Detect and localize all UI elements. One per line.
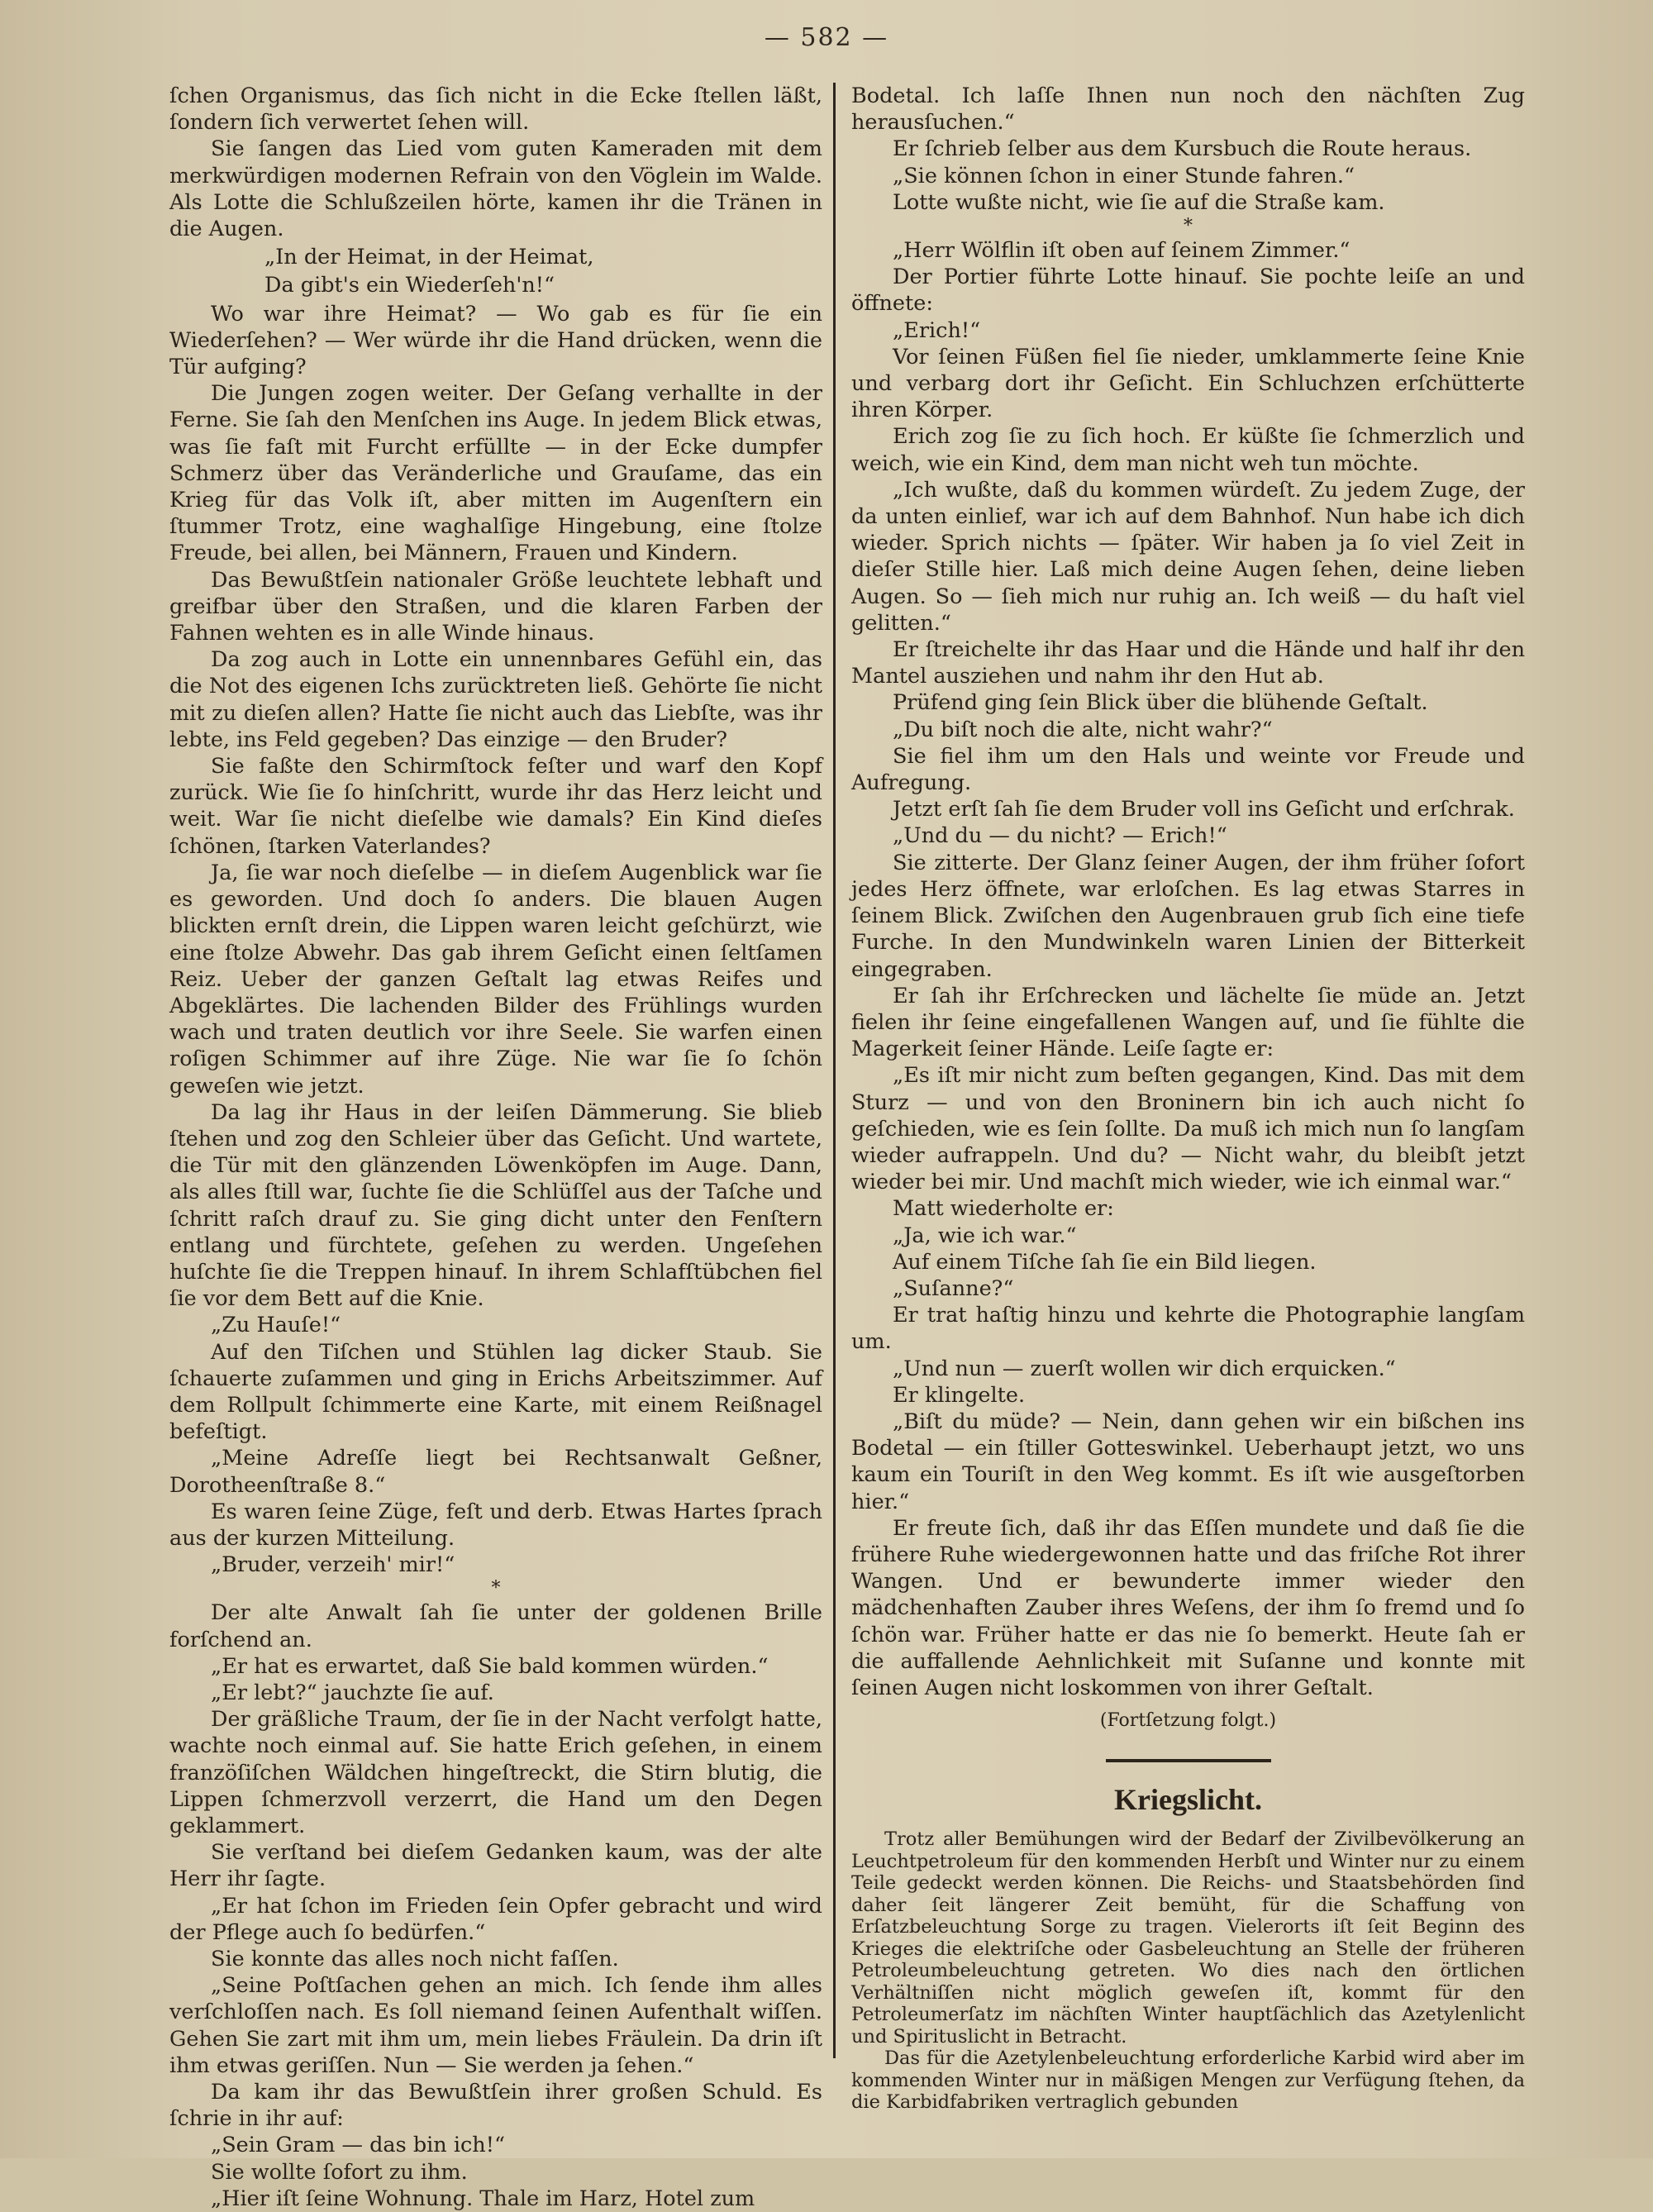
- paragraph: „Sie können ſchon in einer Stunde fahren.“: [893, 163, 1355, 188]
- paragraph: „Ja, wie ich war.“: [893, 1223, 1077, 1248]
- paragraph: „Suſanne?“: [893, 1275, 1014, 1301]
- paragraph: Es waren ſeine Züge, feſt und derb. Etwas Hartes ſprach aus der kurzen Mitteilung.: [169, 1499, 822, 1551]
- paragraph: Vor ſeinen Füßen fiel ſie nieder, umklammerte ſeine Knie und verbarg dort ihr Geſicht. Ein Schluchzen erſchütterte ihren Körper.: [851, 344, 1525, 423]
- paragraph: Er klingelte.: [893, 1382, 1026, 1408]
- paragraph: Sie wollte ſofort zu ihm.: [211, 2159, 468, 2185]
- paragraph: „Seine Poſtſachen gehen an mich. Ich ſende ihm alles verſchloſſen nach. Es ſoll niemand ſeinen Aufenthalt wiſſen. Gehen Sie zart mit ihm um, mein liebes Fräulein. Da drin iſt ihm etwas geriſſen. Nun — Sie werden ja ſehen.“: [169, 1973, 822, 2078]
- paragraph: Das für die Azetylenbeleuchtung erforderliche Karbid wird aber im kommenden Winter nur in mäßigen Mengen zur Verfügung ſtehen, da die Karbidfabriken vertraglich gebunden: [851, 2048, 1525, 2114]
- paragraph: „Herr Wölflin iſt oben auf ſeinem Zimmer.“: [893, 238, 1351, 264]
- paragraph: Der Portier führte Lotte hinauf. Sie pochte leiſe an und öffnete:: [851, 265, 1525, 317]
- paragraph: Erich zog ſie zu ſich hoch. Er küßte ſie ſchmerzlich und weich, wie ein Kind, dem man nicht weh tun möchte.: [851, 424, 1525, 476]
- paragraph: Bodetal. Ich laſſe Ihnen nun noch den nächſten Zug herausſuchen.“: [851, 83, 1525, 136]
- paragraph: Er ſchrieb ſelber aus dem Kursbuch die Route heraus.: [893, 136, 1472, 162]
- continuation-note: (Fortſetzung folgt.): [1099, 1710, 1277, 1732]
- paragraph: „Erich!“: [893, 317, 981, 343]
- paragraph: Sie ſangen das Lied vom guten Kameraden mit dem merkwürdigen modernen Refrain von den Vöglein im Walde. Als Lotte die Schlußzeilen hörte, kamen ihr die Tränen in die Augen.: [169, 136, 822, 242]
- paragraph: „Ich wußte, daß du kommen würdeſt. Zu jedem Zuge, der da unten einlief, war ich auf dem Bahnhof. Nun habe ich dich wieder. Sprich nichts — ſpäter. Wir haben ja ſo viel Zeit in dieſer Stille hier. Laß mich deine Augen ſehen, deine lieben Augen. So — ſieh mich nur ruhig an. Ich weiß — du haſt viel gelitten.“: [851, 477, 1525, 636]
- paragraph: ſchen Organismus, das ſich nicht in die Ecke ſtellen läßt, ſondern ſich verwertet ſehen will.: [169, 83, 822, 136]
- left-column: [169, 83, 822, 2212]
- paragraph: Ja, ſie war noch dieſelbe — in dieſem Augenblick war ſie es geworden. Und doch ſo anders. Die blauen Augen blickten ernſt drein, die Lippen waren leicht geſchürzt, wie eine ſtolze Abwehr. Das gab ihrem Geſicht einen ſeltſamen Reiz. Ueber der ganzen Geſtalt lag etwas Reifes und Abgeklärtes. Die lachenden Bilder des Frühlings wurden wach und traten deutlich vor ihre Seele. Sie warfen einen roſigen Schimmer auf ihre Züge. Nie war ſie ſo ſchön geweſen wie jetzt.: [169, 860, 822, 1099]
- paragraph: Das Bewußtſein nationaler Größe leuchtete lebhaft und greifbar über den Straßen, und die klaren Farben der Fahnen wehten es in alle Winde hinaus.: [169, 567, 822, 646]
- paragraph: Sie verſtand bei dieſem Gedanken kaum, was der alte Herr ihr ſagte.: [169, 1840, 822, 1892]
- article-body: [851, 1828, 1525, 2114]
- verse-line: „In der Heimat, in der Heimat,: [264, 245, 594, 270]
- paragraph: „Er hat es erwartet, daß Sie bald kommen würden.“: [211, 1653, 769, 1679]
- paragraph: Der alte Anwalt ſah ſie unter der goldenen Brille forſchend an.: [169, 1600, 822, 1652]
- paragraph: „Meine Adreſſe liegt bei Rechtsanwalt Geßner, Dorotheenſtraße 8.“: [169, 1446, 822, 1498]
- paragraph: Der gräßliche Traum, der ſie in der Nacht verfolgt hatte, wachte noch einmal auf. Sie hatte Erich geſehen, in einem franzöſiſchen Wäldchen hingeſtreckt, die Stirn blutig, die Lippen ſchmerzvoll verzerrt, die Hand um den Degen geklammert.: [169, 1707, 822, 1838]
- paragraph: „Hier iſt ſeine Wohnung. Thale im Harz, Hotel zum: [211, 2186, 755, 2211]
- paragraph: „Und nun — zuerſt wollen wir dich erquicken.“: [893, 1356, 1396, 1381]
- paragraph: Auf den Tiſchen und Stühlen lag dicker Staub. Sie ſchauerte zuſammen und ging in Erichs Arbeitszimmer. Auf dem Rollpult ſchimmerte eine Karte, mit einem Reißnagel befeſtigt.: [169, 1339, 822, 1445]
- paragraph: Die Jungen zogen weiter. Der Geſang verhallte in der Ferne. Sie ſah den Menſchen ins Auge. In jedem Blick etwas, was ſie faſt mit Furcht erfüllte — in der Ecke dumpfer Schmerz über das Veränderliche und Grauſame, das ein Krieg für das Volk iſt, aber mitten im Augenſtern ein ſtummer Trotz, eine waghalſige Hingebung, eine ſtolze Freude, bei allen, bei Männern, Frauen und Kindern.: [169, 381, 822, 566]
- paragraph: Auf einem Tiſche ſah ſie ein Bild liegen.: [893, 1249, 1317, 1275]
- paragraph: Matt wiederholte er:: [893, 1196, 1114, 1222]
- section-rule: [1106, 1759, 1271, 1762]
- paragraph: Trotz aller Bemühungen wird der Bedarf der Zivilbevölkerung an Leuchtpetroleum für den kommenden Herbſt und Winter nur zu einem Teile gedeckt werden können. Die Reichs- und Staatsbehörden ſind daher ſeit längerer Zeit bemüht, für die Schaffung von Erſatzbeleuchtung Sorge zu tragen. Vielerorts iſt ſeit Beginn des Krieges die elektriſche oder Gasbeleuchtung an Stelle der früheren Petroleumbeleuchtung getreten. Wo dies nach den örtlichen Verhältniſſen nicht möglich geweſen iſt, kommt für den Petroleumerſatz im nächſten Winter hauptſächlich das Azetylenlicht und Spirituslicht in Betracht.: [851, 1828, 1525, 2048]
- paragraph: „Er lebt?“ jauchzte ſie auf.: [211, 1680, 494, 1705]
- paragraph: „Sein Gram — das bin ich!“: [211, 2133, 505, 2158]
- paragraph: Sie fiel ihm um den Hals und weinte vor Freude und Aufregung.: [851, 743, 1525, 796]
- page-number: — 582 —: [764, 23, 889, 52]
- paragraph: Da kam ihr das Bewußtſein ihrer großen Schuld. Es ſchrie in ihr auf:: [169, 2080, 822, 2132]
- paragraph: Da zog auch in Lotte ein unnennbares Gefühl ein, das die Not des eigenen Ichs zurücktreten ließ. Gehörte ſie nicht mit zu dieſen allen? Hatte ſie nicht auch das Liebſte, was ihr lebte, ins Feld gegeben? Das einzige — den Bruder?: [169, 647, 822, 752]
- paragraph: Er freute ſich, daß ihr das Eſſen mundete und daß ſie die frühere Ruhe wiedergewonnen hatte und das friſche Rot ihrer Wangen. Und er bewunderte immer wieder den mädchenhaften Zauber ihres Weſens, der ihm ſo fremd und ſo ſchön war. Früher hatte er das nie ſo bemerkt. Heute ſah er die auffallende Aehnlichkeit mit Suſanne und konnte mit ſeinen Augen nicht loskommen von ihrer Geſtalt.: [851, 1515, 1525, 1700]
- paragraph: Sie faßte den Schirmſtock feſter und warf den Kopf zurück. Wie ſie ſo hinſchritt, wurde ihr das Herz leicht und weit. War ſie nicht dieſelbe wie damals? Ein Kind dieſes ſchönen, ſtarken Vaterlandes?: [169, 754, 822, 859]
- paragraph: Jetzt erſt ſah ſie dem Bruder voll ins Geſicht und erſchrak.: [893, 797, 1515, 822]
- paragraph: „Er hat ſchon im Frieden ſein Opfer gebracht und wird der Pflege auch ſo bedürfen.“: [169, 1893, 822, 1945]
- right-column: [851, 83, 1525, 2114]
- article-title: Kriegslicht.: [1114, 1783, 1262, 1817]
- paragraph: Er trat haſtig hinzu und kehrte die Photographie langſam um.: [851, 1303, 1525, 1355]
- paragraph: Prüfend ging ſein Blick über die blühende Geſtalt.: [893, 690, 1428, 716]
- paragraph: Er ſah ihr Erſchrecken und lächelte ſie müde an. Jetzt fielen ihr ſeine eingefallenen Wangen auf, und ſie fühlte die Magerkeit ſeiner Hände. Leiſe ſagte er:: [851, 983, 1525, 1062]
- paragraph: Da lag ihr Haus in der leiſen Dämmerung. Sie blieb ſtehen und zog den Schleier über das Geſicht. Und wartete, die Tür mit den glänzenden Löwenköpfen im Auge. Dann, als alles ſtill war, ſuchte ſie die Schlüſſel aus der Taſche und ſchritt raſch drauf zu. Sie ging dicht unter den Fenſtern entlang und fürchtete, geſehen zu werden. Ungeſehen huſchte ſie die Treppen hinauf. In ihrem Schlafſtübchen fiel ſie vor dem Bett auf die Knie.: [169, 1099, 822, 1312]
- paragraph: „Und du — du nicht? — Erich!“: [893, 823, 1227, 849]
- paragraph: Sie konnte das alles noch nicht faſſen.: [211, 1947, 619, 1972]
- paragraph: „Du biſt noch die alte, nicht wahr?“: [893, 717, 1273, 742]
- verse-line: Da gibt's ein Wiederſeh'n!“: [264, 273, 555, 298]
- paragraph: Er ſtreichelte ihr das Haar und die Hände und half ihr den Mantel ausziehen und nahm ihr den Hut ab.: [851, 637, 1525, 689]
- paragraph: Sie zitterte. Der Glanz ſeiner Augen, der ihm früher ſofort jedes Herz öffnete, war erloſchen. Es lag etwas Starres in ſeinem Blick. Zwiſchen den Augenbrauen grub ſich eine tiefe Furche. In den Mundwinkeln waren Linien der Bitterkeit eingegraben.: [851, 850, 1525, 982]
- section-break-star: *: [491, 1578, 501, 1599]
- column-divider: [833, 83, 836, 2058]
- paragraph: Lotte wußte nicht, wie ſie auf die Straße kam.: [893, 189, 1385, 215]
- section-break-star: *: [1184, 216, 1193, 237]
- paragraph: „Zu Hauſe!“: [211, 1313, 341, 1338]
- paragraph: „Es iſt mir nicht zum beſten gegangen, Kind. Das mit dem Sturz — und von den Broninern bin ich auch nicht ſo geſchieden, wie es ſein ſollte. Da muß ich mich nun ſo langſam wieder aufrappeln. Und du? — Nicht wahr, du bleibſt jetzt wieder bei mir. Und machſt mich wieder, wie ich einmal war.“: [851, 1063, 1525, 1195]
- paragraph: „Biſt du müde? — Nein, dann gehen wir ein bißchen ins Bodetal — ein ſtiller Gotteswinkel. Ueberhaupt jetzt, wo uns kaum ein Touriſt in den Weg kommt. Es iſt wie ausgeſtorben hier.“: [851, 1409, 1525, 1514]
- paragraph: Wo war ihre Heimat? — Wo gab es für ſie ein Wiederſehen? — Wer würde ihr die Hand drücken, wenn die Tür aufging?: [169, 301, 822, 380]
- paragraph: „Bruder, verzeih' mir!“: [211, 1552, 455, 1578]
